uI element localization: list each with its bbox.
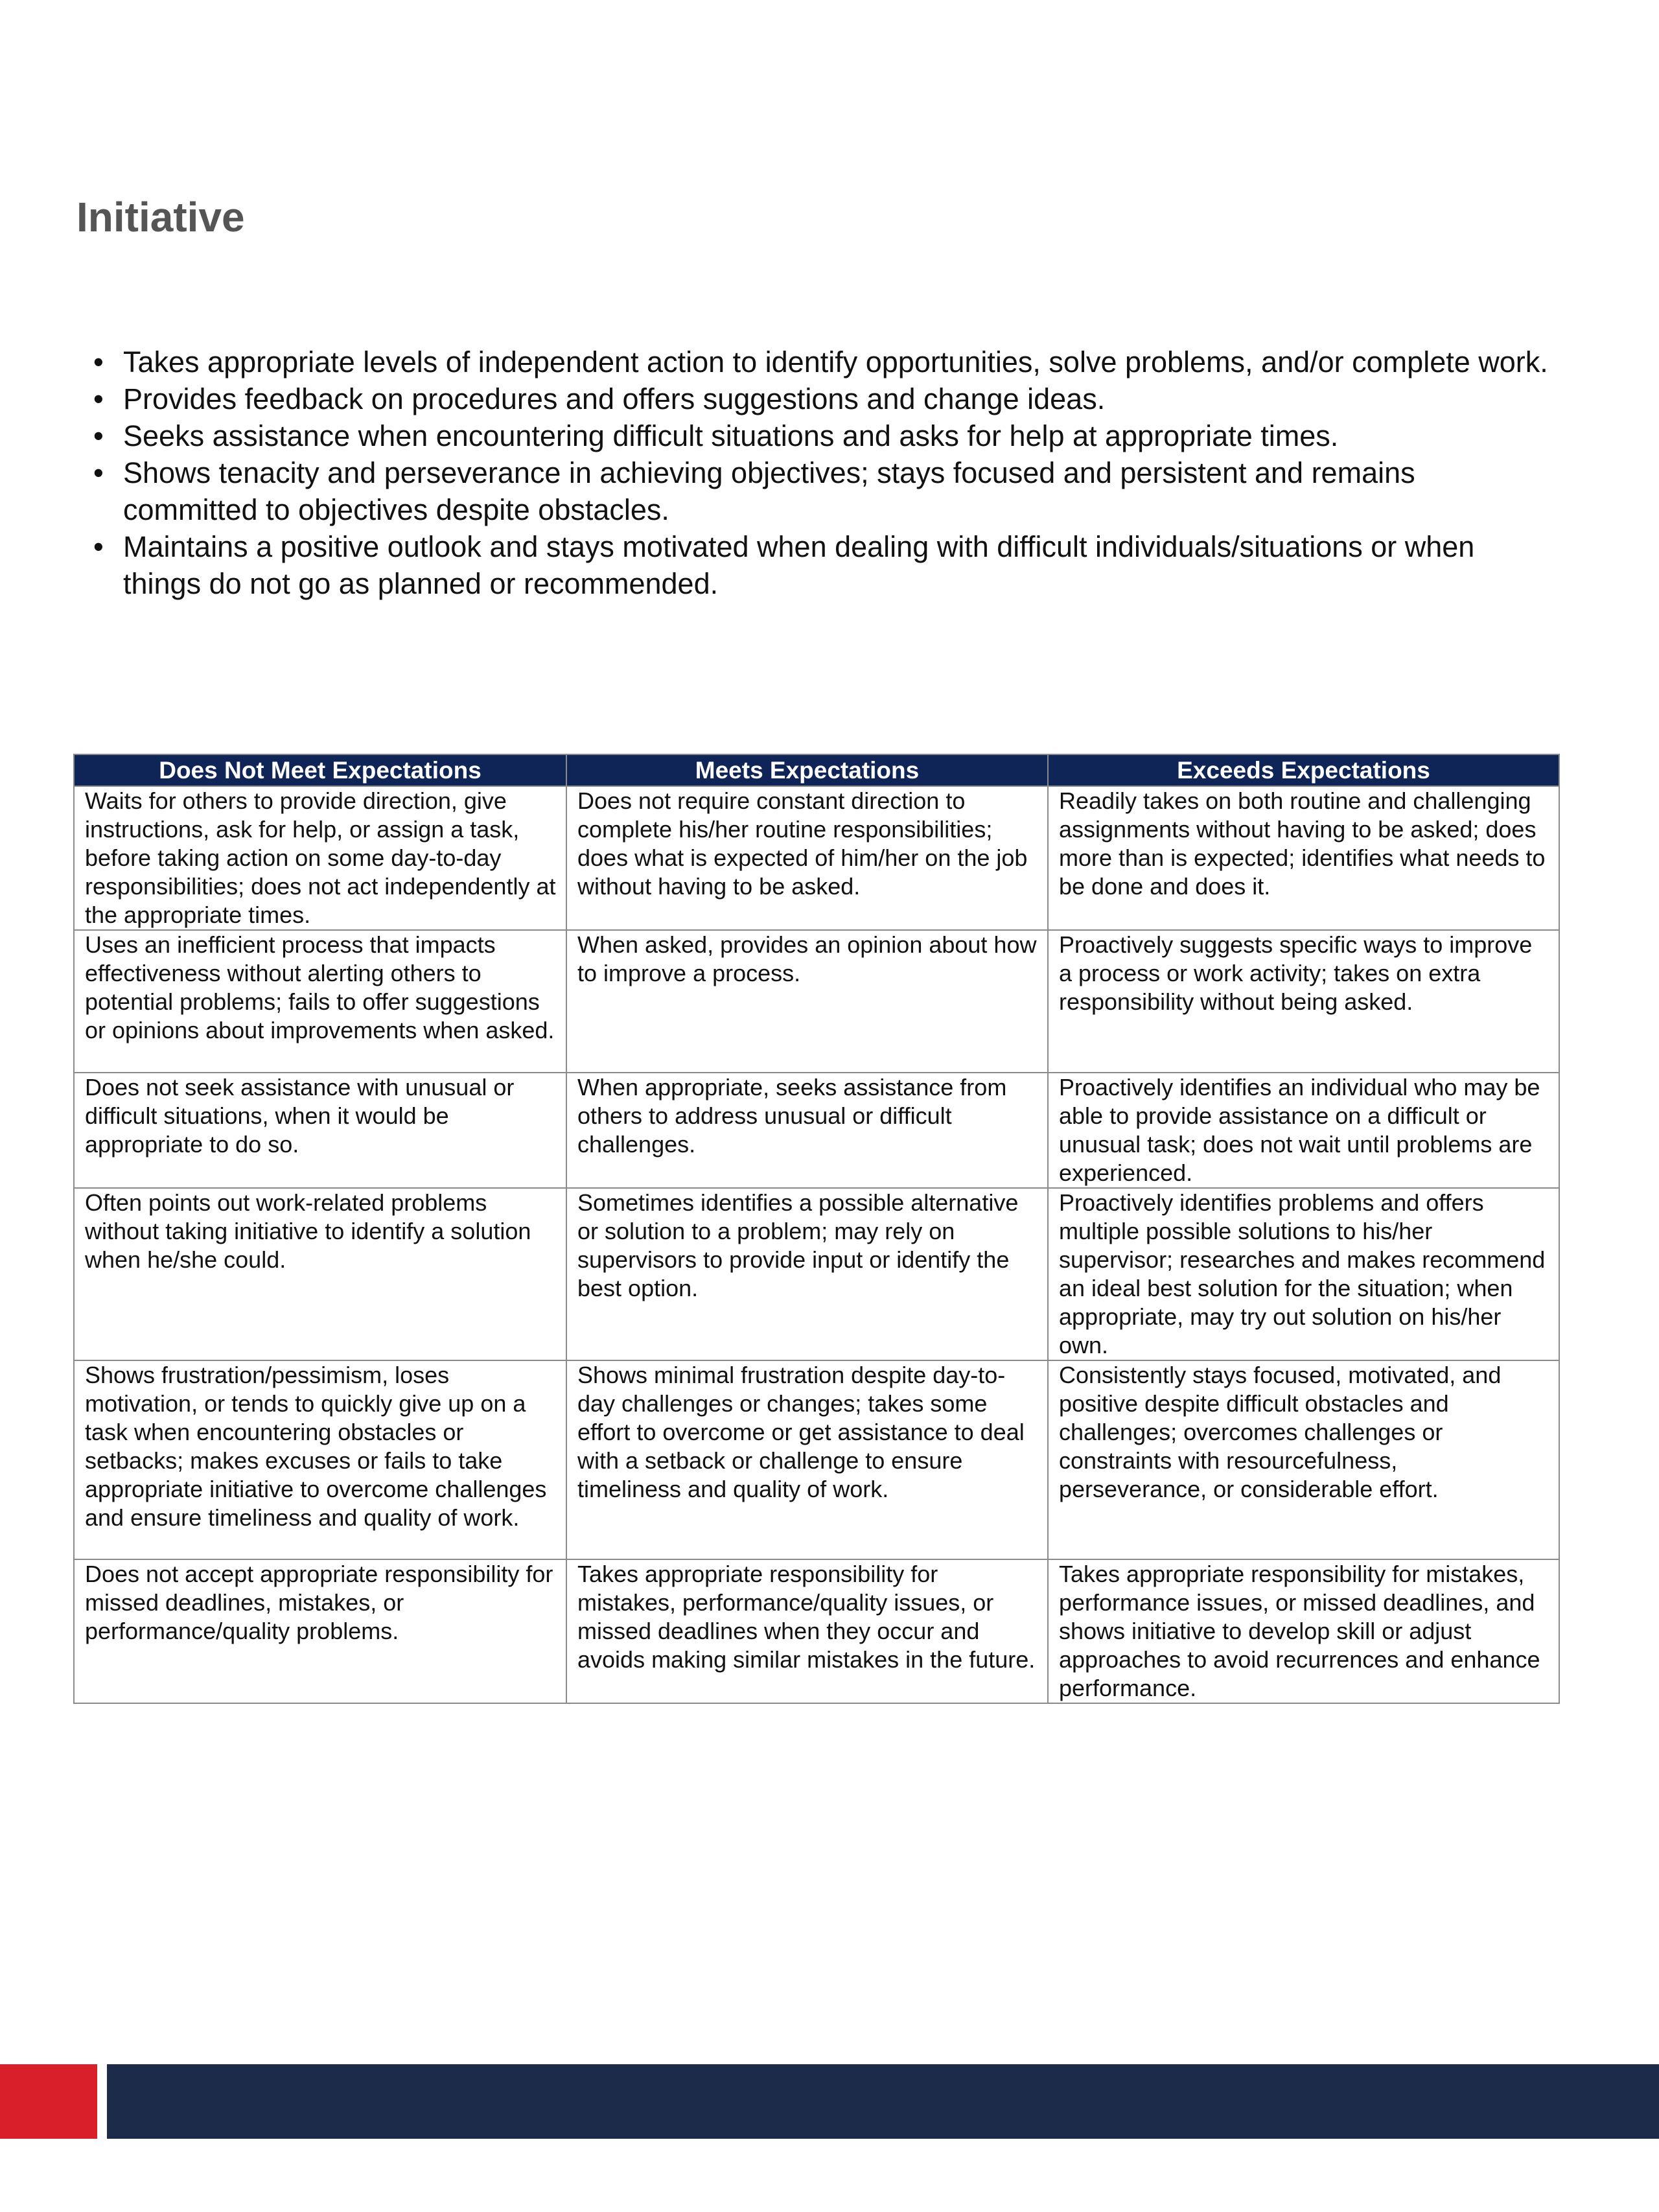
page-title: Initiative (76, 194, 245, 240)
bullet-item: • Takes appropriate levels of independent action to identify opportunities, solve problems, and/or complete work. (123, 343, 1555, 380)
bullet-item: • Shows tenacity and perseverance in achieving objectives; stays focused and persistent and remains committed to objectives despite obstacles. (123, 454, 1555, 528)
table-cell: When asked, provides an opinion about how to improve a process. (566, 930, 1048, 1073)
table-cell: Shows frustration/pessimism, loses motivation, or tends to quickly give up on a task when encountering obstacles or setbacks; makes excuses or fails to take appropriate initiative to overcome challenges and ensure timeliness and quality of work. (74, 1360, 566, 1559)
bullet-item: • Maintains a positive outlook and stays motivated when dealing with difficult individuals/situations or when things do not go as planned or recommended. (123, 528, 1555, 602)
table-cell: Proactively suggests specific ways to improve a process or work activity; takes on extra responsibility without being asked. (1048, 930, 1559, 1073)
table-cell: Often points out work-related problems without taking initiative to identify a solution when he/she could. (74, 1188, 566, 1360)
table-header-row (74, 754, 1559, 786)
table-row (74, 786, 1559, 930)
footer-red-block (0, 2064, 97, 2139)
table-cell: Proactively identifies an individual who may be able to provide assistance on a difficult or unusual task; does not wait until problems are experienced. (1048, 1073, 1559, 1188)
table-cell: Proactively identifies problems and offers multiple possible solutions to his/her supervisor; researches and makes recommend an ideal best solution for the situation; when appropriate, may try out solution on his/her own. (1048, 1188, 1559, 1360)
competency-bullet-list (123, 343, 1555, 602)
table-cell: Readily takes on both routine and challenging assignments without having to be asked; does more than is expected; identifies what needs to be done and does it. (1048, 786, 1559, 930)
table-row (74, 1073, 1559, 1188)
bullet-item: • Provides feedback on procedures and offers suggestions and change ideas. (123, 380, 1555, 417)
header-exceeds: Exceeds Expectations (1048, 754, 1559, 786)
table-row (74, 930, 1559, 1073)
table-cell: Waits for others to provide direction, give instructions, ask for help, or assign a task, before taking action on some day-to-day responsibilities; does not act independently at the appropriate times. (74, 786, 566, 930)
header-does-not-meet: Does Not Meet Expectations (74, 754, 566, 786)
table-cell: Shows minimal frustration despite day-to-day challenges or changes; takes some effort to overcome or get assistance to deal with a setback or challenge to ensure timeliness and quality of work. (566, 1360, 1048, 1559)
header-meets: Meets Expectations (566, 754, 1048, 786)
table-cell: When appropriate, seeks assistance from others to address unusual or difficult challenges. (566, 1073, 1048, 1188)
table-row (74, 1559, 1559, 1703)
table-cell: Takes appropriate responsibility for mistakes, performance/quality issues, or missed deadlines when they occur and avoids making similar mistakes in the future. (566, 1559, 1048, 1703)
expectations-table (73, 754, 1560, 1704)
bullet-item: • Seeks assistance when encountering difficult situations and asks for help at appropriate times. (123, 417, 1555, 454)
table-row (74, 1188, 1559, 1360)
table-cell: Does not require constant direction to complete his/her routine responsibilities; does what is expected of him/her on the job without having to be asked. (566, 786, 1048, 930)
table-cell: Does not accept appropriate responsibility for missed deadlines, mistakes, or performance/quality problems. (74, 1559, 566, 1703)
table-row (74, 1360, 1559, 1559)
table-cell: Sometimes identifies a possible alternative or solution to a problem; may rely on supervisors to provide input or identify the best option. (566, 1188, 1048, 1360)
table-cell: Takes appropriate responsibility for mistakes, performance issues, or missed deadlines, and shows initiative to develop skill or adjust approaches to avoid recurrences and enhance performance. (1048, 1559, 1559, 1703)
table-cell: Uses an inefficient process that impacts effectiveness without alerting others to potential problems; fails to offer suggestions or opinions about improvements when asked. (74, 930, 566, 1073)
footer-navy-bar (107, 2064, 1659, 2139)
table-cell: Does not seek assistance with unusual or difficult situations, when it would be appropriate to do so. (74, 1073, 566, 1188)
table-cell: Consistently stays focused, motivated, and positive despite difficult obstacles and challenges; overcomes challenges or constraints with resourcefulness, perseverance, or considerable effort. (1048, 1360, 1559, 1559)
